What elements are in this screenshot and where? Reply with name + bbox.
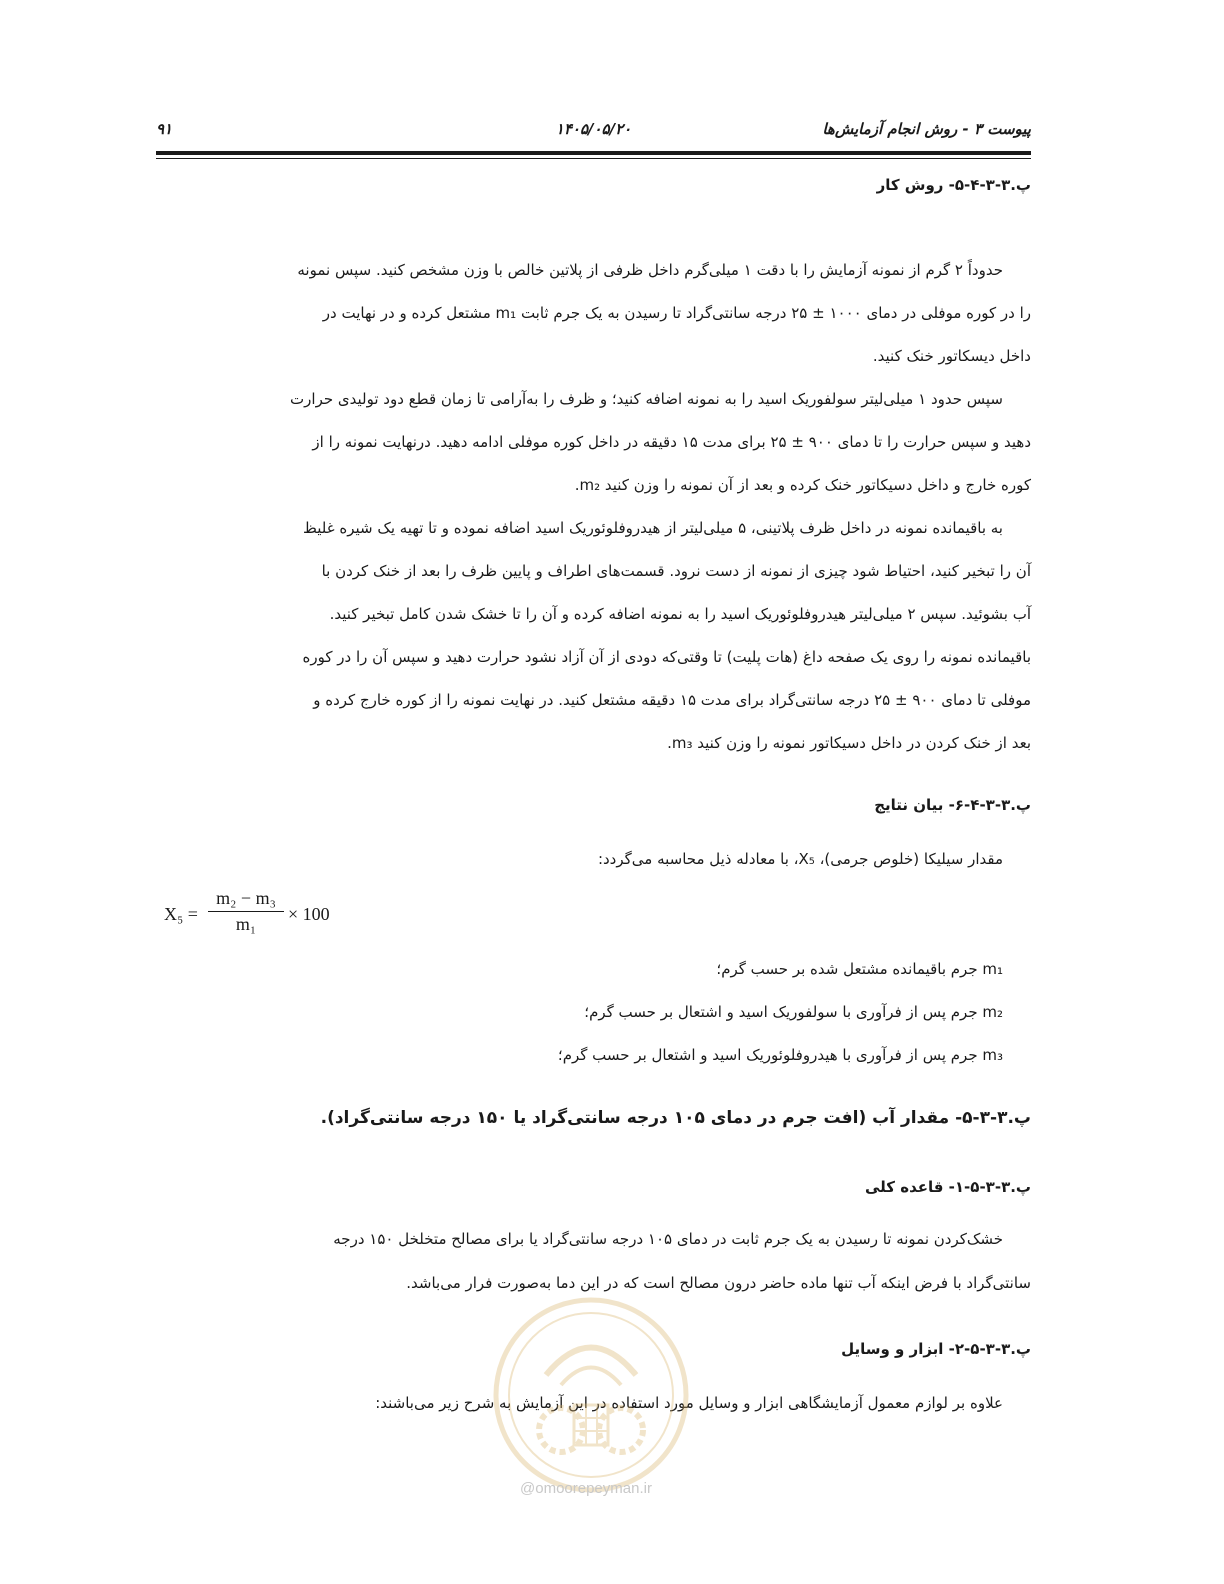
paragraph-line: سپس حدود ۱ میلی‌لیتر سولفوریک اسید را به نمونه اضافه کنید؛ و ظرف را به‌آرامی تا زمان قطع دود تولیدی حرارت [290, 390, 1003, 408]
paragraph-line: باقیمانده نمونه را روی یک صفحه داغ (هات پلیت) تا وقتی‌که دودی از آن آزاد نشود حرارت دهید و سپس آن را در کوره [302, 648, 1031, 666]
equation-denominator: m₁ [235, 914, 257, 934]
watermark-caption: @omoorepeyman.ir [520, 1480, 652, 1497]
equation-lhs: X₅ = [164, 904, 198, 924]
paragraph-line: کوره خارج و داخل دسیکاتور خنک کرده و بعد از آن نمونه را وزن کنید m₂. [574, 476, 1031, 494]
paragraph-line: علاوه بر لوازم معمول آزمایشگاهی ابزار و وسایل مورد استفاده در این آزمایش به شرح زیر می‌باشند: [375, 1394, 1003, 1412]
paragraph-line: آن را تبخیر کنید، احتیاط شود چیزی از نمونه از دست نرود. قسمت‌های اطراف و پایین ظرف را بعد از خنک کردن با [321, 562, 1031, 580]
section-heading-general-rule: پ.۳-۳-۵-۱- قاعده کلی [864, 1178, 1031, 1196]
section-heading-results: پ.۳-۳-۴-۶- بیان نتایج [874, 796, 1031, 814]
equation-fraction [208, 888, 284, 935]
paragraph-line: موفلی تا دمای ۹۰۰ ± ۲۵ درجه سانتی‌گراد برای مدت ۱۵ دقیقه مشتعل کنید. در نهایت نمونه را از کوره خارج کرده و [313, 691, 1031, 709]
definition-m1: m₁ جرم باقیمانده مشتعل شده بر حسب گرم؛ [716, 960, 1003, 978]
paragraph-line: حدوداً ۲ گرم از نمونه آزمایش را با دقت ۱ میلی‌گرم داخل ظرفی از پلاتین خالص با وزن مشخص کنید. سپس نمونه [297, 261, 1003, 279]
section-heading-tools: پ.۳-۳-۵-۲- ابزار و وسایل [841, 1340, 1031, 1358]
header-date: ۱۴۰۵/۰۵/۲۰ [555, 120, 632, 138]
running-header [156, 120, 1031, 144]
equation-rhs: × 100 [288, 904, 330, 924]
paragraph-line: داخل دیسکاتور خنک کنید. [872, 347, 1031, 365]
equation-numerator: m₂ − m₃ [216, 888, 276, 908]
watermark-logo-icon [486, 1290, 696, 1500]
paragraph-line: به باقیمانده نمونه در داخل ظرف پلاتینی، ۵ میلی‌لیتر از هیدروفلوئوریک اسید اضافه نموده و تا تهیه یک شیره غلیظ [303, 519, 1003, 537]
header-title: پیوست ۳ - روش انجام آزمایش‌ها [822, 120, 1031, 138]
definition-m2: m₂ جرم پس از فرآوری با سولفوریک اسید و اشتعال بر حسب گرم؛ [584, 1003, 1003, 1021]
formula-intro: مقدار سیلیکا (خلوص جرمی)، X₅، با معادله ذیل محاسبه می‌گردد: [597, 850, 1003, 868]
definition-m3: m₃ جرم پس از فرآوری با هیدروفلوئوریک اسید و اشتعال بر حسب گرم؛ [557, 1046, 1003, 1064]
paragraph-line: دهید و سپس حرارت را تا دمای ۹۰۰ ± ۲۵ برای مدت ۱۵ دقیقه در داخل کوره موفلی ادامه دهید. درنهایت نمونه را از [312, 433, 1031, 451]
header-rule-thin [156, 158, 1031, 159]
silica-equation [164, 888, 344, 948]
fraction-bar [208, 911, 284, 912]
header-rule-thick [156, 151, 1031, 155]
section-heading-procedure: پ.۳-۳-۴-۵- روش کار [876, 176, 1031, 194]
paragraph-line: سانتی‌گراد با فرض اینکه آب تنها ماده حاضر درون مصالح است که در این دما به‌صورت فرار می‌باشد. [406, 1274, 1031, 1292]
paragraph-line: را در کوره موفلی در دمای ۱۰۰۰ ± ۲۵ درجه سانتی‌گراد تا رسیدن به یک جرم ثابت m₁ مشتعل کرده و در نهایت در [322, 304, 1031, 322]
paragraph-line: خشک‌کردن نمونه تا رسیدن به یک جرم ثابت در دمای ۱۰۵ درجه سانتی‌گراد یا برای مصالح متخلخل ۱۵۰ درجه [333, 1230, 1003, 1248]
paragraph-line: آب بشوئید. سپس ۲ میلی‌لیتر هیدروفلوئوریک اسید را به نمونه اضافه کرده و آن را تا خشک شدن کامل تبخیر کنید. [329, 605, 1031, 623]
section-heading-water: پ.۳-۳-۵- مقدار آب (افت جرم در دمای ۱۰۵ درجه سانتی‌گراد یا ۱۵۰ درجه سانتی‌گراد). [320, 1108, 1031, 1128]
paragraph-line: بعد از خنک کردن در داخل دسیکاتور نمونه را وزن کنید m₃. [667, 734, 1031, 752]
page-number: ۹۱ [156, 120, 173, 138]
